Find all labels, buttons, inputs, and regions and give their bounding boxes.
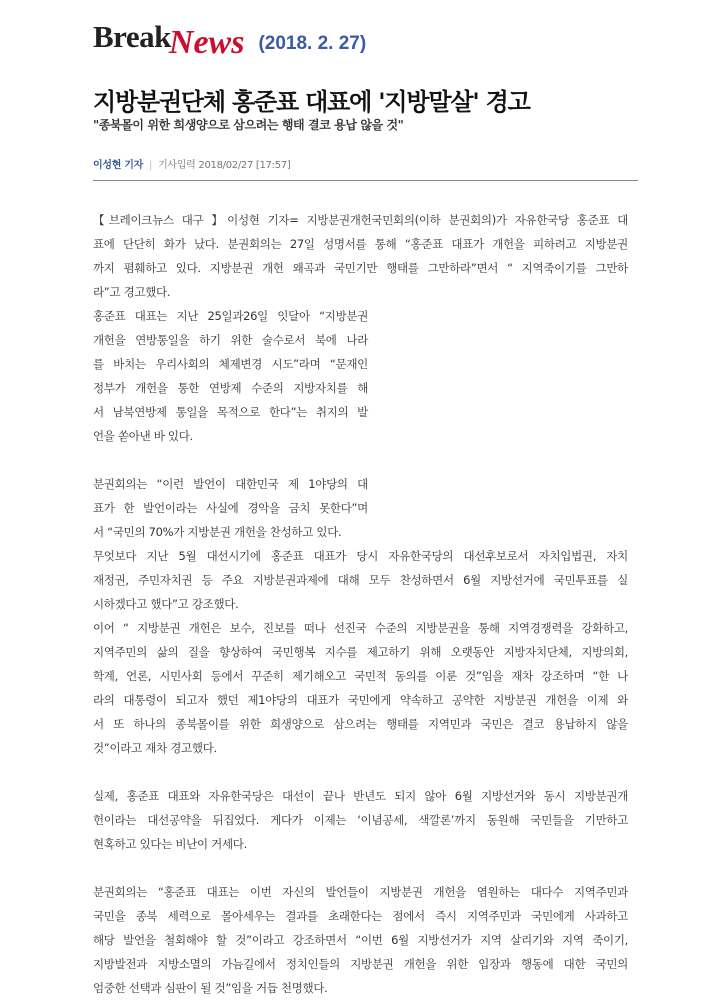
body-line: 서 “국민의 70%가 지방분권 개헌을 찬성하고 있다. bbox=[93, 525, 342, 539]
article-headline: 지방분권단체 홍준표 대표에 '지방말살' 경고 bbox=[93, 88, 530, 116]
body-line: 개헌을 연방통일을 하기 위한 술수로서 북에 나라 bbox=[93, 333, 368, 347]
body-line: 라의 대통령이 되고자 했던 제1야당의 대표가 국민에게 약속하고 공약한 지방분권 개헌을 이제 와 bbox=[93, 693, 628, 707]
paragraph-gap bbox=[93, 448, 628, 472]
body-line: 엄중한 선택과 심판이 될 것”임을 거듭 천명했다. bbox=[93, 981, 328, 995]
body-line: 【브레이크뉴스 대구 】이성현 기자= 지방분권개헌국민회의(이하 분권회의)가 자유한국당 홍준표 대 bbox=[93, 213, 629, 227]
body-line: 표에 단단히 화가 났다. 분권회의는 27일 성명서를 통해 “홍준표 대표가 개헌을 피하려고 지방분권 bbox=[93, 237, 628, 251]
body-line: 표가 한 발언이라는 사실에 경악을 금치 못한다”며 bbox=[93, 501, 368, 515]
body-line: 분권회의는 “이런 발언이 대한민국 제 1야당의 대 bbox=[93, 477, 368, 491]
body-line: 지역주민의 삶의 질을 향상하여 국민행복 지수를 제고하기 위해 오랫동안 지방자치단체, 지방의회, bbox=[93, 645, 628, 659]
byline-separator: | bbox=[148, 160, 153, 171]
body-line: 분권회의는 “홍준표 대표는 이번 자신의 발언들이 지방분권 개헌을 염원하는 대다수 지역주민과 bbox=[93, 885, 628, 899]
body-line: 실제, 홍준표 대표와 자유한국당은 대선이 끝나 반년도 되지 않아 6월 지방선거와 동시 지방분권개 bbox=[93, 789, 628, 803]
body-line: 홍준표 대표는 지난 25일과26일 잇달아 “지방분권 bbox=[93, 309, 368, 323]
body-line: 를 바치는 우리사회의 체제변경 시도”라며 “문재인 bbox=[93, 357, 368, 371]
body-line: 까지 폄훼하고 있다. 지방분권 개헌 왜곡과 국민기만 행태를 그만하라”면서 “ 지역죽이기를 그만하 bbox=[93, 261, 628, 275]
body-line: 서 남북연방제 통일을 목적으로 한다”는 취지의 발 bbox=[93, 405, 368, 419]
author-name[interactable]: 이성현 기자 bbox=[93, 160, 143, 171]
body-line: 라”고 경고했다. bbox=[93, 285, 171, 299]
body-line: 헌이라는 대선공약을 뒤집었다. 게다가 이제는 ‘이념공세, 색깔론’까지 동원해 국민들을 기만하고 bbox=[93, 813, 628, 827]
body-line: 언을 쏟아낸 바 있다. bbox=[93, 429, 193, 443]
body-line: 현혹하고 있다는 비난이 거세다. bbox=[93, 837, 247, 851]
body-line: 해당 발언을 철회해야 할 것”이라고 강조하면서 “이번 6월 지방선거가 지역 살리기와 지역 죽이기, bbox=[93, 933, 628, 947]
body-line: 학계, 언론, 시민사회 등에서 꾸준히 제기해오고 국민적 동의를 이룬 것”임을 재차 강조하며 “한 나 bbox=[93, 669, 628, 683]
logo-news-text: News bbox=[168, 24, 245, 61]
body-line: 것”이라고 재차 경고했다. bbox=[93, 741, 217, 755]
body-line: 이어 “ 지방분권 개헌은 보수, 진보를 떠나 선진국 수준의 지방분권을 통해 지역경쟁력을 강화하고, bbox=[93, 621, 628, 635]
paragraph-gap bbox=[93, 856, 628, 880]
header-divider bbox=[93, 180, 638, 181]
article-subheadline: "종북몰이 위한 희생양으로 삼으려는 행태 결코 용납 않을 것" bbox=[93, 118, 404, 132]
body-line: 재정권, 주민자치권 등 주요 지방분권과제에 대해 모두 찬성하면서 6월 지방선거에 국민투표를 실 bbox=[93, 573, 628, 587]
article-timestamp: 기사입력 2018/02/27 [17:57] bbox=[158, 160, 291, 171]
logo-break-text: Break bbox=[93, 19, 171, 54]
publication-date: (2018. 2. 27) bbox=[258, 33, 367, 54]
body-line: 국민을 종북 세력으로 몰아세우는 결과를 초래한다는 점에서 즉시 지역주민과 국민에게 사과하고 bbox=[93, 909, 628, 923]
body-line: 무엇보다 지난 5월 대선시기에 홍준표 대표가 당시 자유한국당의 대선후보로서 자치입법권, 자치 bbox=[93, 549, 628, 563]
body-line: 시하겠다고 했다”고 강조했다. bbox=[93, 597, 239, 611]
masthead bbox=[93, 18, 366, 62]
body-line: 서 또 하나의 종북몰이를 위한 희생양으로 삼으려는 행태를 지역민과 국민은 결코 용납하지 않을 bbox=[93, 717, 628, 731]
body-line: 지방발전과 지방소멸의 가늠길에서 정치인들의 지방분권 개헌을 위한 입장과 행동에 대한 국민의 bbox=[93, 957, 628, 971]
paragraph-gap bbox=[93, 760, 628, 784]
body-line: 정부가 개헌을 통한 연방제 수준의 지방자치를 해 bbox=[93, 381, 368, 395]
byline bbox=[93, 156, 290, 171]
article-body bbox=[93, 208, 628, 1000]
